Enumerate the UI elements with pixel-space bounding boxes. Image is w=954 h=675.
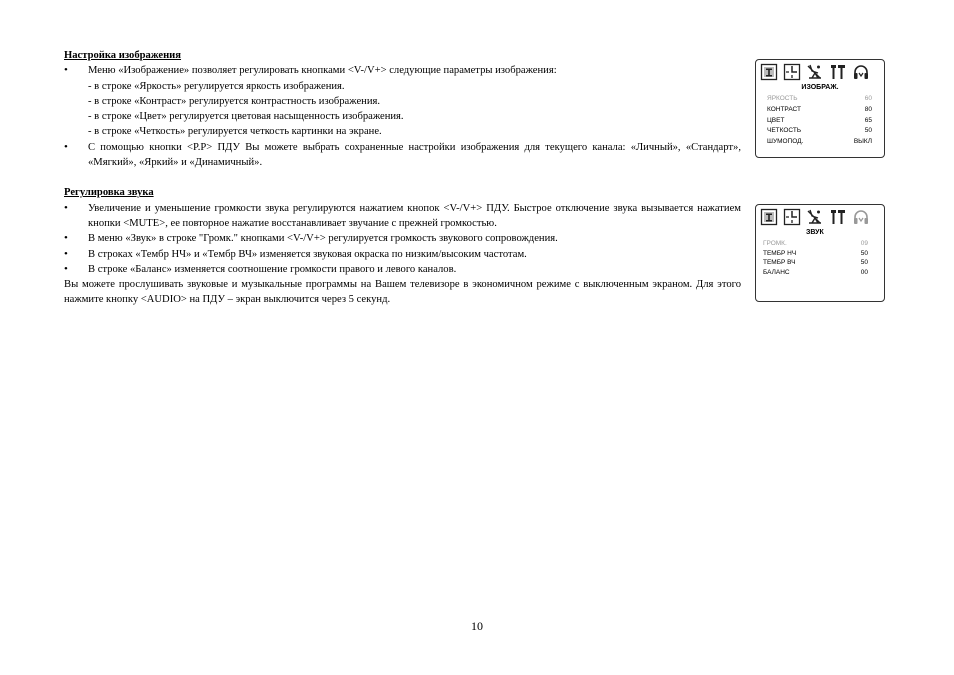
- document-body: [64, 48, 741, 308]
- osd-row-color: [756, 116, 884, 127]
- list-item: • Увеличение и уменьшение громкости звука регулируются нажатием кнопок <V-/V+> ПДУ. Быстрое отключение звука вызывается нажатием кнопки <MUTE>, ее повторное нажатие восстанавливает звучание с прежней громкостью.: [64, 201, 741, 232]
- satellite-icon: [806, 63, 824, 81]
- osd-row-brightness: [756, 94, 884, 105]
- osd-row-label: КОНТРАСТ: [767, 105, 801, 113]
- osd-row-bass: [756, 249, 884, 259]
- osd-row-value: 00: [860, 268, 868, 276]
- osd-sound-menu: [755, 204, 885, 302]
- osd-row-label: ЦВЕТ: [767, 116, 785, 124]
- osd-row-label: ТЕМБР НЧ: [763, 249, 797, 257]
- osd-icon-bar: [756, 205, 884, 228]
- osd-sound-title: ЗВУК: [806, 229, 824, 236]
- list-item: [64, 63, 741, 139]
- clock-icon: [783, 208, 801, 226]
- osd-row-value: 65: [864, 116, 872, 124]
- osd-row-value: 60: [864, 95, 872, 102]
- osd-row-value: 50: [864, 127, 872, 135]
- osd-row-value: 50: [860, 259, 868, 266]
- list-item: • В меню «Звук» в строке "Громк." кнопками <V-/V+> регулируется громкость звукового сопровождения.: [64, 231, 741, 246]
- sub-line: - в строке «Цвет» регулируется цветовая насыщенность изображения.: [88, 111, 404, 123]
- osd-row-sharpness: [756, 126, 884, 137]
- audio-mode-paragraph: Вы можете прослушивать звуковые и музыкальные программы на Вашем телевизоре в экономичном режиме с выключенным экраном. Для этого нажмите кнопку <AUDIO> на ПДУ – экран выключится через 5 секунд.: [64, 279, 741, 306]
- tools-icon: [829, 208, 847, 226]
- picture-section-heading: Настройка изображения: [64, 50, 182, 61]
- osd-row-label: ГРОМК.: [763, 240, 787, 247]
- osd-row-value: ВЫКЛ: [853, 138, 872, 146]
- list-item: • В строке «Баланс» изменяется соотношение громкости правого и левого каналов.: [64, 262, 741, 277]
- osd-row-label: ЧЕТКОСТЬ: [767, 127, 802, 135]
- osd-row-volume: [756, 239, 884, 249]
- osd-icon-bar: [756, 60, 884, 83]
- tv-icon: [760, 63, 778, 81]
- picture-bullets: [64, 63, 741, 170]
- headphones-icon: [852, 63, 870, 81]
- osd-picture-title: ИЗОБРАЖ.: [801, 84, 839, 91]
- osd-row-label: ЯРКОСТЬ: [767, 95, 798, 102]
- osd-row-value: 09: [860, 240, 868, 247]
- sound-section: [64, 185, 741, 307]
- osd-row-value: 80: [864, 105, 872, 113]
- satellite-icon: [806, 208, 824, 226]
- osd-row-label: ШУМОПОД.: [767, 138, 804, 146]
- osd-row-treble: [756, 258, 884, 268]
- list-item: • В строках «Тембр НЧ» и «Тембр ВЧ» изменяется звуковая окраска по низким/высоким частотам.: [64, 247, 741, 262]
- list-item: • С помощью кнопки <P.P> ПДУ Вы можете выбрать сохраненные настройки изображения для текущего канала: «Личный», «Стандарт», «Мягкий», «Яркий» и «Динамичный».: [64, 140, 741, 171]
- osd-row-contrast: [756, 105, 884, 116]
- tv-icon: [760, 208, 778, 226]
- osd-row-balance: [756, 268, 884, 278]
- page-number: 10: [471, 619, 483, 633]
- sound-section-heading: Регулировка звука: [64, 187, 154, 199]
- sound-bullets: [64, 201, 741, 277]
- bullet-text: • Меню «Изображение» позволяет регулировать кнопками <V-/V+> следующие параметры изображения:: [88, 65, 557, 77]
- clock-icon: [783, 63, 801, 81]
- tools-icon: [829, 63, 847, 81]
- osd-row-value: 50: [860, 249, 868, 257]
- osd-row-label: ТЕМБР ВЧ: [763, 259, 796, 266]
- sub-line: - в строке «Четкость» регулируется четкость картинки на экране.: [88, 126, 382, 138]
- osd-row-label: БАЛАНС: [763, 268, 790, 276]
- osd-picture-menu: [755, 59, 885, 158]
- headphones-icon: [852, 208, 870, 226]
- osd-row-noise-reduction: [756, 137, 884, 148]
- sub-line: - в строке «Яркость» регулируется яркость изображения.: [88, 80, 345, 92]
- sub-line: - в строке «Контраст» регулируется контрастность изображения.: [88, 95, 381, 107]
